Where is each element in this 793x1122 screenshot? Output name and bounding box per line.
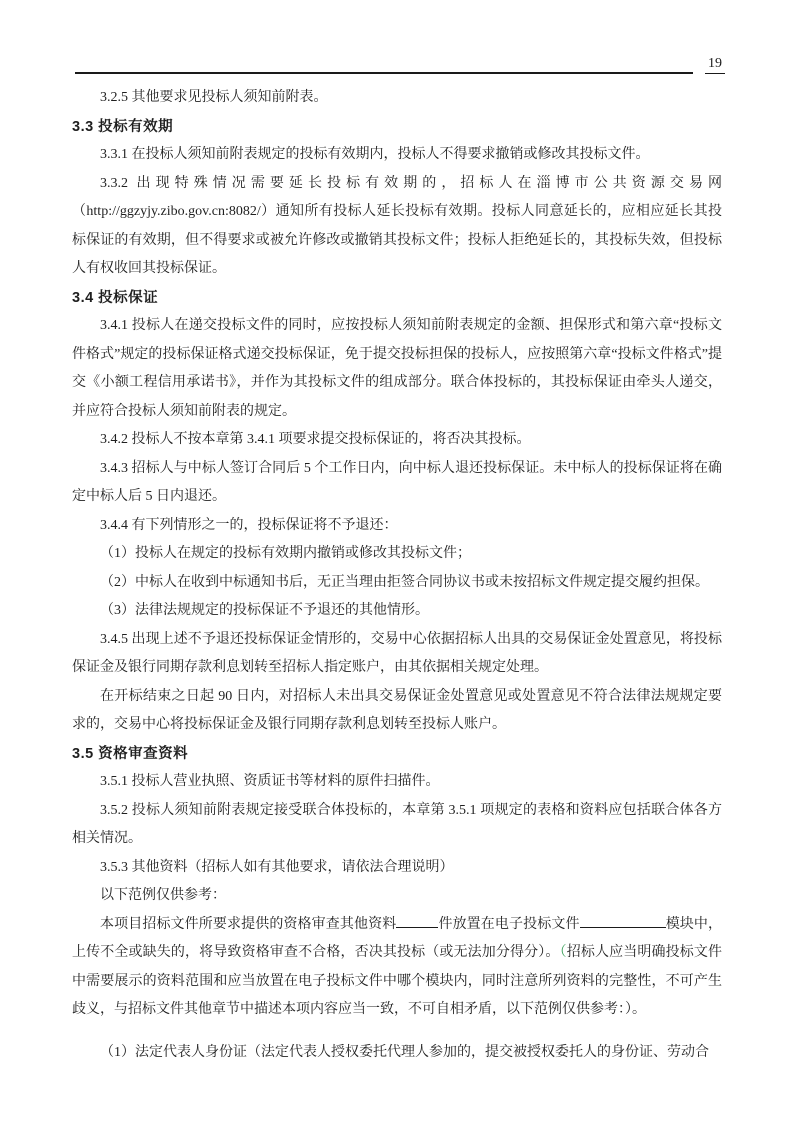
text-segment: 模块中，上传不全或缺失的，将导致资格审查不合格，否决其投标（或无法加分得分）。 [72, 916, 723, 960]
para-3-4-2 [72, 426, 722, 455]
heading-3-4 [72, 284, 722, 313]
para-3-5-1 [72, 768, 722, 797]
fill-in-blank [396, 915, 438, 928]
text-segment: 件放置在电子投标文件 [438, 916, 580, 932]
text-segment: 3.4 投标保证 [72, 289, 159, 306]
text-segment: （http://ggzyjy.zibo.gov.cn:8082/） [72, 204, 276, 219]
para-blanks [72, 911, 722, 1025]
heading-3-5 [72, 740, 722, 769]
para-3-5-2 [72, 797, 722, 854]
text-segment: 3.4.2 投标人不按本章第 3.4.1 项要求提交投标保证的，将否决其投标。 [100, 432, 531, 447]
text-segment: 3.3 投标有效期 [72, 118, 174, 135]
fill-in-blank [580, 915, 666, 928]
text-segment: 3.4.5 出现上述不予退还投标保证金情形的，交易中心依据招标人出具的交易保证金处置意见，将投标保证金及银行同期存款利息划转至招标人指定账户，由其依据相关规定处理。 [72, 631, 722, 675]
page-header [75, 52, 725, 74]
text-segment: 3.5 资格审查资料 [72, 745, 189, 762]
text-segment: 3.4.3 招标人与中标人签订合同后 5 个工作日内，向中标人退还投标保证。未中标人的投标保证将在确定中标人后 5 日内退还。 [72, 460, 722, 504]
document-body [72, 84, 722, 1067]
text-segment: （3）法律法规规定的投标保证不予退还的其他情形。 [100, 603, 429, 618]
text-segment: 3.5.3 其他资料（招标人如有其他要求，请依法合理说明） [100, 859, 454, 875]
text-segment: 3.5.1 投标人营业执照、资质证书等材料的原件扫描件。 [100, 774, 440, 789]
heading-3-3 [72, 113, 722, 142]
para-90-days [72, 683, 722, 740]
text-segment: 通知所有投标人延长投标有效期。投标人同意延长的，应相应延长其投标保证的有效期，但不得要求或被允许修改或撤销其投标文件；投标人拒绝延长的，其投标失效，但投标人有权收回其投标保证。 [72, 204, 722, 276]
para-legal-rep-id [72, 1039, 722, 1068]
header-rule [75, 50, 693, 74]
para-3-2-5 [72, 84, 722, 113]
para-3-3-2 [72, 170, 722, 284]
text-segment: （1）投标人在规定的投标有效期内撤销或修改其投标文件； [100, 546, 471, 561]
text-segment: 3.3.1 在投标人须知前附表规定的投标有效期内，投标人不得要求撤销或修改其投标文件。 [100, 147, 650, 162]
para-3-3-1 [72, 141, 722, 170]
text-segment: 本项目招标文件所要求提供的资格审查其他资料 [100, 916, 397, 932]
text-segment: 3.5.2 投标人须知前附表规定接受联合体投标的，本章第 3.5.1 项规定的表格和资料应包括联合体各方相关情况。 [72, 802, 722, 846]
text-segment: 招标人应当明确投标文件中需要展示的资料范围和应当放置在电子投标文件中哪个模块内，同时注意所列资料的完整性，不可产生歧义，与招标文件其他章节中描述本项内容应当一致，不可自相矛盾，以下范例仅供参考：）。 [72, 945, 723, 1017]
para-3-4-5 [72, 626, 722, 683]
para-3-4-4-item-3 [72, 597, 722, 626]
text-segment: （2）中标人在收到中标通知书后，无正当理由拒签合同协议书或未按招标文件规定提交履约担保。 [100, 574, 709, 590]
text-segment: 3.3.2 出现特殊情况需要延长投标有效期的，招标人在淄博市公共资源交易网 [100, 175, 722, 191]
text-segment: 3.4.4 有下列情形之一的，投标保证将不予退还： [100, 517, 398, 533]
text-segment: 3.4.1 投标人在递交投标文件的同时，应按投标人须知前附表规定的金额、担保形式和第六章“投标文件格式”规定的投标保证格式递交投标保证，免于提交投标担保的投标人，应按照第六章“投标文件格式”提交《小额工程信用承诺书》，并作为其投标文件的组成部分。联合体投标的，其投标保证由牵头人递交，并应符合投标人须知前附表的规定。 [72, 318, 722, 419]
text-segment: 在开标结束之日起 90 日内，对招标人未出具交易保证金处置意见或处置意见不符合法律法规规定要求的，交易中心将投标保证金及银行同期存款利息划转至投标人账户。 [72, 688, 722, 732]
para-example-note [72, 882, 722, 911]
para-3-4-4-item-2 [72, 569, 722, 598]
text-segment: （1）法定代表人身份证（法定代表人授权委托代理人参加的，提交被授权委托人的身份证、劳动合 [100, 1044, 709, 1060]
text-segment: 以下范例仅供参考： [100, 888, 226, 903]
text-segment: 3.2.5 其他要求见投标人须知前附表。 [100, 90, 328, 105]
text-segment: （ [559, 945, 567, 960]
para-3-4-4-item-1 [72, 540, 722, 569]
page-number: 19 [705, 54, 725, 74]
para-3-4-1 [72, 312, 722, 426]
para-3-4-3 [72, 455, 722, 512]
para-3-5-3 [72, 854, 722, 883]
para-3-4-4 [72, 512, 722, 541]
